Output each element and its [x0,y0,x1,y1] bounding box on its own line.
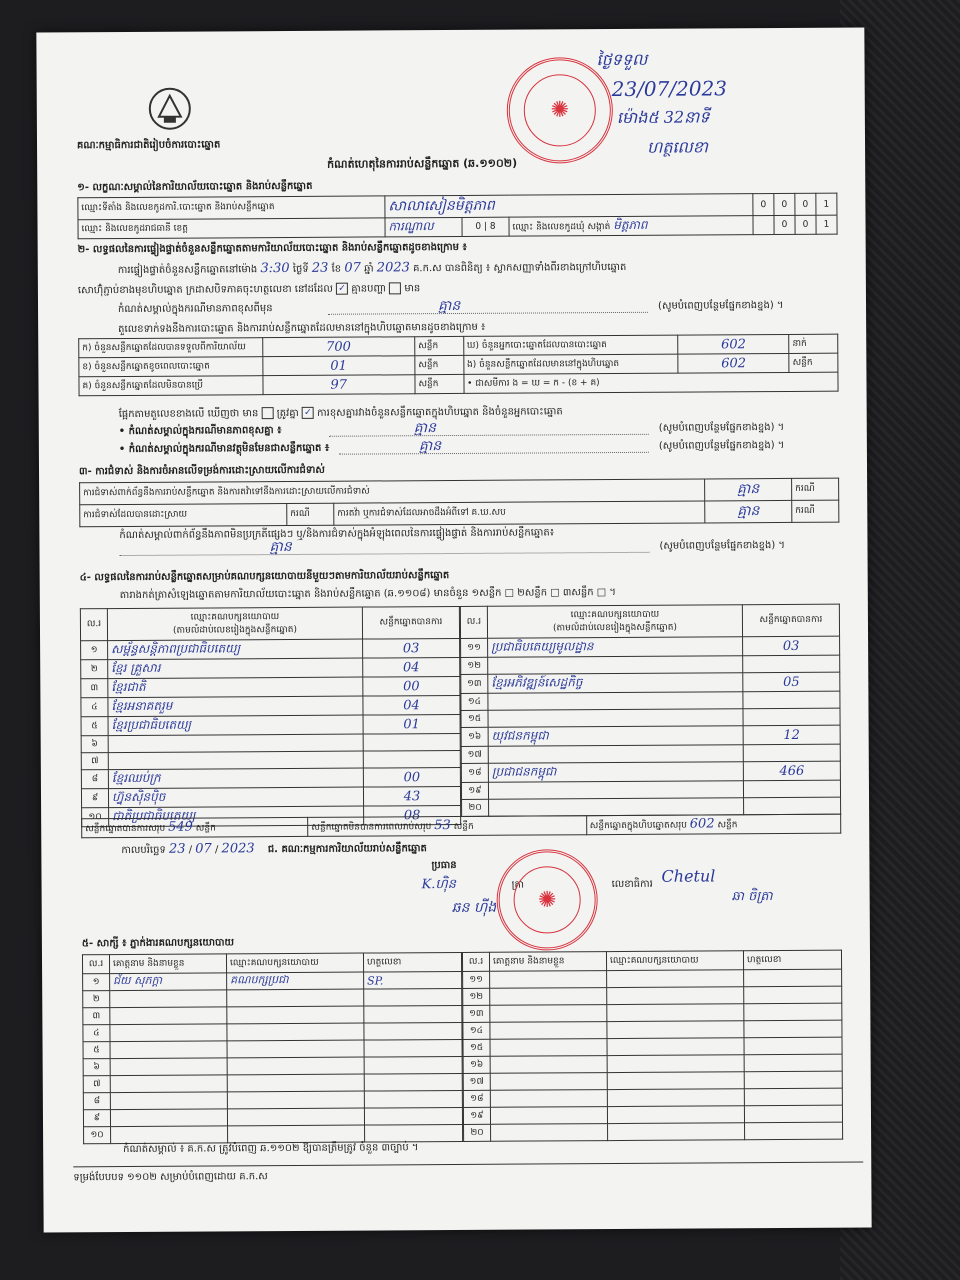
secretary-name: Chetul [661,866,716,886]
fill-note-4: (សូមបំពេញបន្ថែមផ្នែកខាងខ្នង) ។ [659,539,786,552]
unit: សន្លឹក [789,353,838,372]
section2-sentence1: ការផ្ទៀងផ្ទាត់ចំនួនសន្លឹកឆ្នោតនៅម៉ោង 3:30 ថ្ងៃទី 23 ខែ 07 ឆ្នាំ 2023 គ.ក.ស បានពិនិត្យ ៖ ស្លាកសញ្ញាទាំងពីរខាងក្រៅហិបឆ្នោត [117,260,627,277]
witness-sign [364,1039,462,1057]
witness-no: ១៣ [463,1005,490,1022]
vote-count [363,733,460,751]
witness-no: ១២ [463,988,490,1005]
result-row [81,638,460,659]
vote-count: 00 [363,676,460,696]
witness-cell [490,988,607,1006]
receipt-note-1: ថ្ងៃទទួល [596,49,648,70]
section1-heading: ១- លក្ខណៈសម្គាល់នៃការិយាល័យបោះឆ្នោត និងរាប់សន្លឹកឆ្នោត [77,180,313,194]
unit: នាក់ [789,334,838,353]
witness-cell [607,1055,744,1073]
witness-no: ៧ [83,1076,110,1093]
seal-remark-label: កំណត់សម្គាល់ក្នុងករណីមានភាពខុសពីមុន [118,303,273,316]
party-name: ប្រជាធិបតេយ្យមូលដ្ឋាន [488,637,743,658]
witness-name [110,1041,227,1059]
party-name: ខ្មែរជាតិ [108,677,363,698]
result-row [461,672,840,693]
witness-name [110,1007,227,1025]
unit: សន្លឹក [415,355,464,374]
witness-no: ១៧ [463,1073,490,1090]
fill-note-2: (សូមបំពេញបន្ថែមផ្នែកខាងខ្នង) ។ [658,421,785,434]
voters-label: ឃ) ចំនួនអ្នកបោះឆ្នោតដែលបានបោះឆ្នោត [463,335,678,355]
document-page [36,27,871,1232]
witness-no: ២ [83,991,110,1008]
voters-value: 602 [678,334,789,354]
row-no: ៧ [81,753,108,770]
result-row [81,767,460,788]
col-no: ល.រ [80,609,107,641]
party-name: ប្រជាជនកម្ពុជា [488,762,743,783]
row-no: ១២ [461,657,488,674]
check-day: 23 [311,260,329,276]
section4-intro: តារាងកត់ត្រាសំឡេងឆ្នោតតាមការិយាល័យបោះឆ្នោត និងរាប់សន្លឹកឆ្នោត (ឆ.១១០៨) មានចំនួន ១សន្លឹក □ ២សន្លឹក □ ៣សន្លឹក □ ។ [119,587,617,602]
row-no: ១៨ [461,763,488,782]
section4-heading: ៤- លទ្ធផលនៃការរាប់សន្លឹកឆ្នោតសម្រាប់គណបក្សនយោបាយនីមួយៗតាមការិយាល័យរាប់សន្លឹកឆ្នោត [79,570,450,584]
spoiled-ballots-value: 01 [262,356,415,376]
vote-count [743,655,840,673]
witness-name: ជ័យ សុភក្តា [110,973,227,991]
vote-count [743,691,840,709]
witness-no: ៤ [83,1025,110,1042]
section2-sentence2: សោហ៊ុំភ្ជាប់ខាងមុខហិបឆ្នោត ក្រដាសបិទភាគចុះហត្ថលេខា នៅដដែល ✓ គ្មានបញ្ហា មាន [77,283,421,297]
secretary-signature: ឆា ចិត្រា [731,889,773,905]
seal-ok-checkbox[interactable]: ✓ [336,283,348,295]
vote-count: 01 [363,714,460,734]
witness-sign: SP. [364,971,462,989]
col-no: ល.រ [462,952,489,971]
vote-count [743,708,840,726]
witness-cell [607,987,744,1005]
witness-no: ១៨ [463,1090,490,1107]
witness-name [110,990,227,1008]
row-no: ៥ [81,717,108,736]
witness-cell [490,1056,607,1074]
receipt-note-time: ម៉ោង៥ 32នាទី [616,107,710,127]
witness-cell [607,1106,744,1124]
witness-no: ១៩ [463,1107,490,1124]
date-day: 23 [168,841,186,857]
witness-sign [364,1056,462,1074]
official-stamp-top: ✺ [507,57,614,164]
check-month: 07 [344,260,361,276]
witness-party [228,1125,365,1143]
witness-cell [490,1039,607,1057]
emblem-icon [145,84,195,134]
party-name [488,656,743,675]
chair-label: ប្រធាន [431,859,457,872]
form-title: កំណត់ហេតុនៃការរាប់សន្លឹកឆ្នោត (ឆ.១១០២) [327,156,518,171]
party-name: ខ្មែរ គ្រួសារ [108,658,363,679]
witness-cell [744,1037,842,1055]
result-row [81,695,460,716]
row-no: ១៩ [461,782,488,799]
province-label: ឈ្មោះ និងលេខកូដរាជធានី ខេត្ត [78,218,385,239]
witness-sign [364,1073,462,1091]
witness-name [110,1109,227,1127]
witness-no: ១៦ [463,1056,490,1073]
vote-count: 43 [363,786,460,806]
appeal-value: គ្មាន [705,500,792,523]
witness-cell [607,1021,744,1039]
witness-sign [364,1005,462,1023]
party-name: ជាតិប្រជាធិបតេយ្យ [109,806,364,827]
receipt-note-sign: ហត្ថលេខា [646,137,709,157]
witness-cell [490,1107,607,1125]
witness-sign [364,1022,462,1040]
witness-party [227,1091,364,1109]
party-name [108,751,363,770]
station-label: ឈ្មោះទីតាំង និងលេខកូដការិ.បោះឆ្នោត និងរាប់សន្លឹកឆ្នោត [78,196,385,220]
spoiled-ballots-label: ខ) ចំនួនសន្លឹកឆ្នោតខូចពេលបោះឆ្នោត [79,357,263,377]
witness-name [110,1058,227,1076]
commune-code-2: 0 [795,215,816,234]
witness-row [464,1122,843,1141]
party-name: យុវជនកម្ពុជា [488,726,743,747]
total-invalid: សន្លឹកឆ្នោតមិនបានការពេលរាប់សរុប 53 សន្លឹក [308,816,586,837]
witness-name [110,1024,227,1042]
check-time: 3:30 [260,260,290,277]
commune-code-1: 0 [774,215,795,234]
commune-label: ឈ្មោះ និងលេខកូដឃុំ សង្កាត់ មិត្តភាព [509,216,753,236]
witness-cell [607,970,744,988]
row-no: ១៣ [461,674,488,693]
row-no: ១៥ [461,710,488,727]
section5-heading: ៥- សាក្សី ៖ ភ្នាក់ងារគណបក្សនយោបាយ [81,937,235,950]
witness-cell [744,1088,842,1106]
vote-count: 00 [363,767,460,787]
total-in-box: សន្លឹកឆ្នោតក្នុងហិបឆ្នោតសរុប 602 សន្លឹក [586,814,841,835]
committee-name: គណៈកម្មាធិការជាតិរៀបចំការបោះឆ្នោត [77,139,221,152]
vote-count: 05 [743,672,840,692]
form-note: ទម្រង់បែបបទ ១១០២ សម្រាប់បំពេញដោយ គ.ក.ស [73,1171,268,1184]
row-no: ៩ [81,789,108,808]
vote-count: 03 [743,636,840,656]
equation-label: • ជាសមីការ ង = ឃ = ក - (ខ + គ) [464,372,838,393]
party-name [108,734,363,753]
witness-cell [744,1054,842,1072]
witness-no: ១៤ [463,1022,490,1039]
station-code-4: 1 [816,193,837,215]
witness-name [110,1075,227,1093]
row-no: ១៧ [461,746,488,763]
station-name: សាលាសៀនមិត្តភាព [385,194,753,218]
witness-no: ៦ [83,1059,110,1076]
row-no: ២០ [462,799,489,816]
witness-cell [745,1122,843,1140]
witness-cell [490,1022,607,1040]
witness-party [227,1057,364,1075]
unit: ករណី [792,478,839,500]
compare-diff-checkbox[interactable]: ✓ [302,407,314,419]
province-name: ការណ្ឌាល [385,217,462,236]
witness-party [227,1023,364,1041]
result-row [81,714,460,735]
witness-cell [607,1038,744,1056]
col-sign: ហត្ថលេខា [363,952,461,972]
section2-heading: ២- លទ្ធផលនៃការផ្ទៀងផ្ទាត់ចំនួនសន្លឹកឆ្នោតតាមការិយាល័យបោះឆ្នោត និងរាប់សន្លឹកឆ្នោតដូចខាងក្រោម ៖ [77,241,467,256]
col-sign: ហត្ថលេខា [743,950,841,970]
footnote: កំណត់សម្គាល់ ៖ គ.ក.ស ត្រូវបំពេញ ឆ.១១០២ ឱ្យបានត្រឹមត្រូវ ចំនួន ៣ច្បាប់ ។ [123,1142,419,1156]
section3-heading: ៣- ការជំទាស់ និងការចំអានលើទម្រង់ការដោះស្រាយលើការជំទាស់ [78,464,325,478]
results-table-right [460,604,841,817]
results-table-left [80,606,461,827]
party-name: ខ្មែរអនាគតរួម [108,696,363,717]
col-no: ល.រ [460,606,487,638]
figures-intro: តួលេខទាក់ទងនឹងការបោះឆ្នោត និងការរាប់សន្លឹកឆ្នោតដែលមាននៅក្នុងហិបឆ្នោតមានដូចខាងក្រោម ៖ [118,321,486,336]
row-no: ១០ [82,808,109,827]
province-code: 0 | 8 [462,217,509,236]
unit: សន្លឹក [415,336,464,355]
section1-table [77,193,837,240]
vote-count [743,780,840,798]
received-ballots-label: ក) ចំនួនសន្លឹកឆ្នោតដែលបានទទួលពីការិយាល័យ [79,338,263,358]
witness-party [227,1108,364,1126]
vote-count [744,797,841,815]
vote-count: 466 [743,761,840,781]
date-line: កាលបរិច្ឆេទ 23 / 07 / 2023 ជ. គណៈកម្មការការិយាល័យរាប់សន្លឹកឆ្នោត [121,841,427,857]
witness-party: គណបក្សប្រជា [227,972,364,990]
witness-no: ៩ [83,1110,110,1127]
witness-cell [490,971,607,989]
witness-no: ១៥ [463,1039,490,1056]
seal-remark-value: គ្មាន [437,297,461,315]
row-no: ១១ [461,638,488,657]
col-votes: សន្លឹកឆ្នោតបានការ [742,604,839,637]
totals-table [81,814,841,839]
unit: សន្លឹក [415,374,464,393]
bullet2-value: គ្មាន [418,438,442,455]
party-name: ហ្វ៊ុនស៊ិនប៉ិច [108,787,363,808]
witness-cell [744,1003,842,1021]
witness-no: ១ [83,974,110,991]
bullet2-label: • កំណត់សម្គាល់ក្នុងករណីមានវត្ថុមិនមែនជាសន្លឹកឆ្នោត ៖ [118,442,330,456]
row-no: ៣ [81,679,108,698]
vote-count: 03 [363,638,460,658]
witness-no: ៣ [83,1008,110,1025]
figures-table [78,334,838,397]
witness-party [227,1074,364,1092]
witness-sign [365,1124,463,1142]
witness-sign [364,988,462,1006]
col-party: ឈ្មោះគណបក្សនយោបាយ [606,951,743,971]
witness-cell [491,1124,608,1142]
row-no: ៦ [81,736,108,753]
chair-name: K.ហ៊ិន [421,876,457,893]
fill-note-3: (សូមបំពេញបន្ថែមផ្នែកខាងខ្នង) ។ [658,439,785,452]
vote-count: 08 [364,805,461,825]
vote-count: 04 [363,695,460,715]
vote-count [363,750,460,768]
station-code-2: 0 [774,193,795,215]
row-no: ១៤ [461,693,488,710]
party-name [488,781,743,800]
col-name: គោត្តនាម និងនាមខ្លួន [489,952,606,972]
witness-cell [744,969,842,987]
party-name [488,745,743,764]
objections-table [79,478,839,528]
appeal-label: ការតវ៉ា ឬការជំទាស់ដែលអាចដឹងអំពីទៅ គ.ឃ.សប [334,501,705,525]
col-no: ល.រ [82,955,109,974]
unit: ករណី [792,500,839,522]
compare-match-checkbox[interactable] [261,407,273,419]
col-party: ឈ្មោះគណបក្សនយោបាយ [226,953,363,973]
objection-label: ការជំទាស់ពាក់ព័ន្ធនឹងការរាប់សន្លឹកឆ្នោត និងការតវ៉ាទៅនឹងការដោះស្រាយលើការជំទាស់ [80,479,705,505]
vote-count [743,744,840,762]
result-row [461,725,840,746]
col-party: ឈ្មោះគណបក្សនយោបាយ (តាមលំដាប់លេខរៀងក្នុងសន្លឹកឆ្នោត) [107,607,362,641]
witness-no: ១០ [84,1127,111,1144]
witness-table-left [82,952,463,1144]
seal-issue-checkbox[interactable] [389,282,401,294]
party-name [488,692,743,711]
party-name: ខ្មែរអភិវឌ្ឍន៍សេដ្ឋកិច្ច [488,673,743,694]
resolved-label: ការជំទាស់ដែលបានដោះស្រាយ [80,504,287,527]
commune-code-3: 1 [816,215,837,234]
witness-party [227,1040,364,1058]
section3-remark-label: កំណត់សម្គាល់ពាក់ព័ន្ធនឹងភាពមិនប្រក្រតីផ្សេងៗ ឬ/និងការជំទាស់ក្នុងអំឡុងពេលនៃការផ្ទៀងផ្ទាត់ និងការរាប់សន្លឹកឆ្នោត៖ [119,527,555,542]
witness-no: ៥ [83,1042,110,1059]
unused-ballots-value: 97 [262,375,415,395]
witness-name [110,1092,227,1110]
chair-signature: ឆន ហ៊ីង [451,899,497,917]
party-name: ខ្មែរប្រជាធិបតេយ្យ [108,715,363,736]
witness-no: ១១ [463,971,490,988]
witness-row [84,1124,463,1143]
vote-count: 04 [363,657,460,677]
bullet1-label: • កំណត់សម្គាល់ក្នុងករណីមានភាពខុសគ្នា ៖ [118,425,282,438]
unit: ករណី [287,503,334,525]
seal-label: ត្រា [511,879,525,891]
col-party: ឈ្មោះគណបក្សនយោបាយ (តាមលំដាប់លេខរៀងក្នុងសន្លឹកឆ្នោត) [487,605,742,639]
result-row [461,636,840,657]
witness-cell [744,1105,842,1123]
witness-cell [744,1071,842,1089]
witness-sign [364,1107,462,1125]
unused-ballots-label: គ) ចំនួនសន្លឹកឆ្នោតដែលមិនបានប្រើ [79,376,263,396]
box-ballots-value: 602 [678,353,789,373]
witness-table-right [462,950,843,1142]
total-valid: សន្លឹកឆ្នោតបានការសរុប 549 សន្លឹក [82,817,308,837]
result-row [461,761,840,782]
box-ballots-label: ង) ចំនួនសន្លឹកឆ្នោតដែលមាននៅក្នុងហិបឆ្នោត [463,354,678,374]
station-code-3: 0 [795,193,816,215]
row-no: ៨ [81,770,108,789]
date-year: 2023 [221,841,255,857]
witness-party [227,1006,364,1024]
result-row [81,786,460,807]
party-name [488,709,743,728]
witness-cell [490,1073,607,1091]
witness-cell [607,1004,744,1022]
witness-cell [490,1005,607,1023]
witness-no: ២០ [464,1124,491,1141]
section3-remark-value: គ្មាន [269,538,292,556]
bullet1-value: គ្មាន [413,420,437,437]
result-row [81,657,460,678]
official-stamp-bottom: ✺ [496,849,598,951]
objection-value: គ្មាន [705,478,792,501]
witness-cell [608,1123,745,1141]
party-name: ខ្មែរឈប់ក្រ [108,768,363,789]
col-name: គោត្តនាម និងនាមខ្លួន [109,954,226,974]
received-ballots-value: 700 [262,337,415,357]
row-no: ១៦ [461,727,488,746]
row-no: ៤ [81,698,108,717]
party-name: សម្ព័ន្ធសន្តិភាពប្រជាធិបតេយ្យ [108,639,363,660]
witness-cell [607,1072,744,1090]
witness-cell [744,1020,842,1038]
check-year: 2023 [376,260,410,276]
witness-cell [490,1090,607,1108]
receipt-note-date: 23/07/2023 [611,76,728,102]
col-votes: សន្លឹកឆ្នោតបានការ [362,606,459,639]
station-code-1: 0 [753,194,774,216]
witness-name [111,1126,228,1144]
secretary-label: លេខាធិការ [611,878,653,891]
compare-line: ផ្អែកតាមតួលេខខាងលើ ឃើញថា មាន ត្រូវគ្នា ✓ ការខុសគ្នារវាងចំនួនសន្លឹកឆ្នោតក្នុងហិបឆ្នោត និងចំនួនអ្នកបោះឆ្នោត [118,406,563,421]
row-no: ២ [81,660,108,679]
witness-cell [607,1089,744,1107]
witness-cell [744,986,842,1004]
result-row [81,676,460,697]
vote-count: 12 [743,725,840,745]
date-month: 07 [195,841,212,857]
row-no: ១ [81,641,108,660]
fill-note-1: (សូមបំពេញបន្ថែមផ្នែកខាងខ្នង) ។ [657,299,784,312]
witness-party [227,989,364,1007]
witness-sign [364,1090,462,1108]
witness-no: ៨ [83,1093,110,1110]
